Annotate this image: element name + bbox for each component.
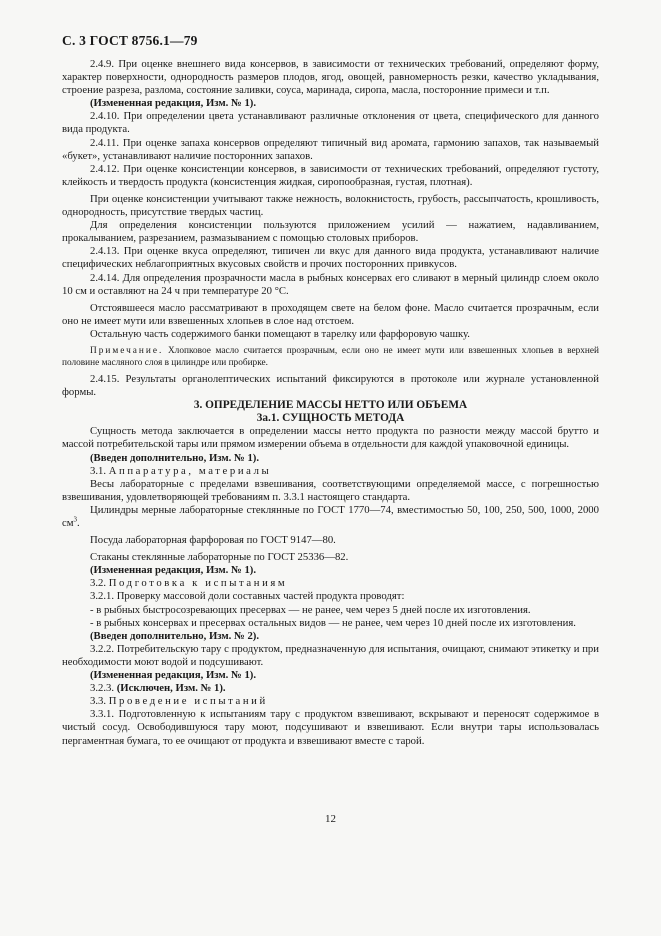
- paragraph-3-2-2: 3.2.2. Потребительскую тару с продуктом, предназначенную для испытания, очищают, снимают этикетку и при необходимости моют водой и подсушивают.: [62, 642, 599, 668]
- paragraph-consistency: При оценке консистенции учитывают также нежность, волокнистость, грубость, рассыпчатость, крошливость, однородность, присутствие твердых частиц.: [62, 192, 599, 219]
- amendment-note: (Измененная редакция, Изм. № 1).: [90, 97, 257, 110]
- superscript: 3: [73, 515, 78, 524]
- period: .: [77, 517, 80, 529]
- amendment-note: (Измененная редакция, Изм. № 1).: [90, 564, 257, 577]
- subsection-number: 3.3.: [90, 695, 107, 708]
- paragraph-glasses: Стаканы стеклянные лабораторные по ГОСТ 25336—82.: [90, 551, 349, 564]
- section-3-heading: 3. ОПРЕДЕЛЕНИЕ МАССЫ НЕТТО ИЛИ ОБЪЕМА: [193, 399, 468, 412]
- paragraph-consistency-method: Для определения консистенции пользуются приложением усилий — нажатием, надавливанием, прокалыванием, разрезанием, размазыванием с помощью столовых приборов.: [62, 219, 599, 245]
- subsection-number: 3.1.: [90, 464, 107, 477]
- paragraph-2-4-14: 2.4.14. Для определения прозрачности масла в рыбных консервах его сливают в мерный цилиндр слоем около 10 см и оставляют на 24 ч при температуре 20 °С.: [62, 271, 599, 297]
- paragraph-2-4-9: 2.4.9. При оценке внешнего вида консервов, в зависимости от технических требований, определяют форму, характер поверхности, однородность размеров плодов, ягод, овощей, равномерность резки, качество укладывания, строение разреза, разлома, состояние заливки, соуса, маринада, сиропа, масла, посторонние примеси и т.п.: [62, 58, 599, 97]
- paragraph-2-4-13: 2.4.13. При оценке вкуса определяют, типичен ли вкус для данного вида продукта, устанавливают наличие специфических неблагоприятных вкусовых свойств и прочих посторонних привкусов.: [62, 245, 599, 271]
- paragraph-dishes: Посуда лабораторная фарфоровая по ГОСТ 9147—80.: [90, 534, 336, 547]
- page-number: 12: [325, 813, 336, 825]
- subsection-title: Проведение испытаний: [108, 695, 268, 708]
- paragraph-cylinders: [62, 504, 599, 530]
- paragraph-2-4-11: 2.4.11. При оценке запаха консервов определяют типичный вид аромата, гармонию запахов, так называемый «букет», устанавливают наличие посторонних запахов.: [62, 136, 599, 162]
- note-text: Хлопковое масло считается прозрачным, если оно не имеет мути или взвешенных хлопьев в верхней половине масляного слоя в цилиндре или пробирке.: [62, 345, 599, 368]
- note: [62, 345, 599, 369]
- excluded-note: (Исключен, Изм. № 1).: [116, 682, 226, 695]
- subsection-3-1: [62, 465, 599, 478]
- subsection-title: Подготовка к испытаниям: [108, 577, 288, 590]
- subsection-number: 3.2.: [90, 577, 107, 590]
- subsection-3-3: [62, 695, 599, 708]
- paragraph-essence: Сущность метода заключается в определении массы нетто продукта по разности между массой брутто и массой потребительской тары или прямом измерении объема в отдельности для каждой упаковочной единицы.: [62, 425, 599, 451]
- amendment-note: (Измененная редакция, Изм. № 1).: [90, 669, 257, 682]
- paragraph-3-2-1: 3.2.1. Проверку массовой доли составных частей продукта проводят:: [90, 590, 405, 603]
- paragraph-number: 3.2.3.: [90, 682, 115, 695]
- cylinders-text: Цилиндры мерные лабораторные стеклянные по ГОСТ 1770—74, вместимостью 50, 100, 250, 500, 1000, 2000 см: [62, 503, 599, 529]
- paragraph-rest: Остальную часть содержимого банки помещают в тарелку или фарфоровую чашку.: [90, 327, 470, 340]
- paragraph-3-2-3: [62, 682, 599, 695]
- paragraph-2-4-15: 2.4.15. Результаты органолептических испытаний фиксируются в протоколе или журнале установленной формы.: [62, 372, 599, 399]
- paragraph-scales: Весы лабораторные с пределами взвешивания, соответствующими определяемой массе, с погрешностью взвешивания, удовлетворяющей требованиям п. 3.3.1 настоящего стандарта.: [62, 477, 599, 503]
- note-label: Примечание.: [90, 345, 164, 356]
- introduced-note: (Введен дополнительно, Изм. № 1).: [90, 451, 260, 464]
- paragraph-2-4-10: 2.4.10. При определении цвета устанавливают различные отклонения от цвета, специфического для данного вида продукта.: [62, 110, 599, 136]
- page-header: С. 3 ГОСТ 8756.1—79: [62, 33, 198, 48]
- list-item: - в рыбных быстросозревающих пресервах — не ранее, чем через 5 дней после их изготовления.: [90, 603, 531, 616]
- subsection-3-2: [62, 577, 599, 590]
- paragraph-3-3-1: 3.3.1. Подготовленную к испытаниям тару с продуктом взвешивают, вскрывают и переносят содержимое в чистый сосуд. Освободившуюся тару моют, подсушивают и взвешивают. Если внутри тары использовалась пергаментная бумага, то ее очищают от продукта и взвешивают вместе с тарой.: [62, 708, 599, 747]
- paragraph-oil: Отстоявшееся масло рассматривают в проходящем свете на белом фоне. Масло считается прозрачным, если оно не имеет мути или взвешенных хлопьев в слое над отстоем.: [62, 301, 599, 327]
- list-item: - в рыбных консервах и пресервах остальных видов — не ранее, чем через 10 дней после их изготовления.: [90, 616, 576, 629]
- section-3a-heading: 3а.1. СУЩНОСТЬ МЕТОДА: [256, 412, 405, 425]
- document-body: [62, 58, 599, 748]
- introduced-note: (Введен дополнительно, Изм. № 2).: [90, 629, 260, 642]
- subsection-title: Аппаратура, материалы: [108, 464, 272, 477]
- paragraph-2-4-12: 2.4.12. При оценке консистенции консервов, в зависимости от технических требований, определяют густоту, клейкость и твердость продукта (консистенция жидкая, сиропообразная, густая, плотная).: [62, 162, 599, 188]
